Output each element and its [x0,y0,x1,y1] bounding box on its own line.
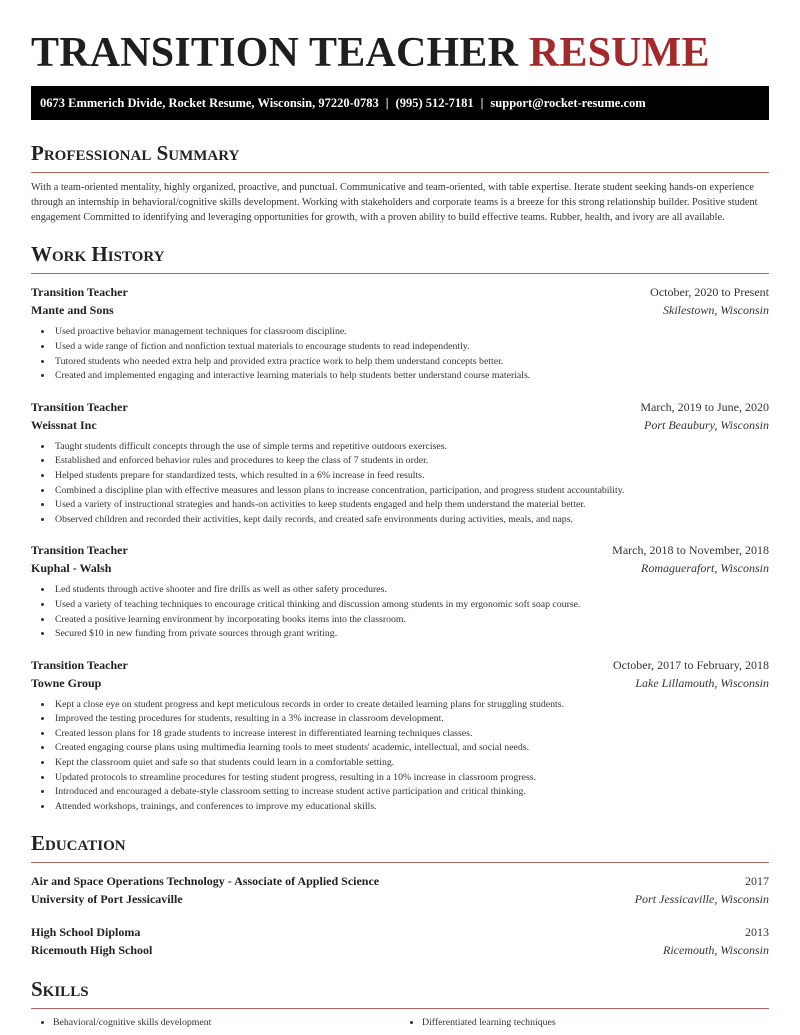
job-company: Towne Group [31,675,102,690]
job-location: Romaguerafort, Wisconsin [641,561,769,576]
job-bullet: • Updated protocols to streamline procedures for testing student progress, resulting in a 10% increase in classroom progress. [53,771,769,786]
job-company: Weissnat Inc [31,417,97,432]
job-role: Transition Teacher [31,285,128,300]
job-bullet: • Secured $10 in new funding from private sources through grant writing. [53,627,769,642]
summary-text: With a team-oriented mentality, highly organized, proactive, and punctual. Communicative and team-oriented, with table expertise. Iterate student seeking hands-on experience through an internship in behavioral/cognitive skills development. Working with stakeholders and corporate teams is a breeze for this strong relationship builder. Positive student engagement Committed to identifying and leveraging opportunities for growth, with a proven ability to build effective teams. Rubber, health, and ivory are all available. [31,182,758,223]
job-dates: October, 2017 to February, 2018 [612,657,769,672]
skill-item: • Behavioral/cognitive skills development [53,1016,400,1031]
job-bullet: • Kept the classroom quiet and safe so that students could learn in a comfortable setting. [53,756,769,771]
job-location: Port Beaubury, Wisconsin [644,417,769,432]
job-bullet: • Used proactive behavior management techniques for classroom discipline. [53,325,769,340]
title-main: TRANSITION TEACHER [31,30,519,76]
job-bullet: • Attended workshops, trainings, and conferences to improve my educational skills. [53,800,769,815]
job-bullet: • Tutored students who needed extra help and provided extra practice work to help them understand concepts better. [53,355,769,370]
job-entry [31,283,769,383]
job-role: Transition Teacher [31,543,128,558]
job-bullet: • Used a variety of teaching techniques to encourage critical thinking and discussion among students in my ergonomic soft soap course. [53,598,769,613]
contact-separator: | [480,96,484,110]
section-divider [31,862,769,863]
job-role: Transition Teacher [31,399,128,414]
resume-title [31,0,769,78]
job-bullets [31,583,769,641]
contact-email: support@rocket-resume.com [490,96,646,110]
education-section [31,831,769,959]
contact-phone: (995) 512-7181 [395,96,474,110]
education-school: University of Port Jessicaville [31,892,183,907]
skills-heading: Skills [31,977,89,1002]
education-heading: Education [31,831,126,856]
job-bullet: • Taught students difficult concepts through the use of simple terms and repetitive outdoors exercises. [53,440,769,455]
job-entry [31,656,769,815]
job-bullet: • Introduced and encouraged a debate-style classroom setting to increase student active participation and critical thinking. [53,785,769,800]
job-bullet: • Used a wide range of fiction and nonfiction textual materials to encourage students to read independently. [53,340,769,355]
job-location: Lake Lillamouth, Wisconsin [635,675,769,690]
contact-separator: | [385,96,389,110]
summary-section [31,141,769,225]
job-bullet: • Used a variety of instructional strategies and hands-on activities to keep students engaged and help them understand the material better. [53,498,769,513]
job-bullet: • Kept a close eye on student progress and kept meticulous records in order to create detailed learning plans for struggling students. [53,698,769,713]
education-degree: High School Diploma [31,925,141,940]
job-bullets [31,698,769,815]
education-location: Ricemouth, Wisconsin [663,943,769,958]
education-entry [31,923,769,959]
section-divider [31,273,769,274]
work-history-heading: Work History [31,242,165,267]
skills-columns [31,1016,769,1031]
job-bullet: • Improved the testing procedures for students, resulting in a 3% increase in classroom development. [53,712,769,727]
education-degree: Air and Space Operations Technology - Associate of Applied Science [31,874,380,889]
summary-heading: Professional Summary [31,141,240,165]
education-location: Port Jessicaville, Wisconsin [634,892,769,907]
job-dates: March, 2019 to June, 2020 [640,399,769,414]
job-bullet: • Established and enforced behavior rules and procedures to keep the class of 7 students in order. [53,454,769,469]
section-divider [31,172,769,173]
job-bullet: • Observed children and recorded their activities, kept daily records, and created safe environments during activities, meals, and naps. [53,513,769,528]
skills-column-left [31,1016,400,1031]
job-bullet: • Created and implemented engaging and interactive learning materials to help students better understand course materials. [53,369,769,384]
job-company: Mante and Sons [31,303,114,318]
job-company: Kuphal - Walsh [31,561,112,576]
job-bullet: • Combined a discipline plan with effective measures and lesson plans to increase concentration, participation, and progress student accountability. [53,484,769,499]
job-entry [31,541,769,641]
job-role: Transition Teacher [31,657,128,672]
job-dates: October, 2020 to Present [650,285,769,300]
resume-page [31,0,769,1031]
job-location: Skilestown, Wisconsin [663,303,769,318]
job-bullet: • Created lesson plans for 18 grade students to increase interest in differentiated learning techniques classes. [53,727,769,742]
job-bullet: • Led students through active shooter and fire drills as well as other safety procedures. [53,583,769,598]
contact-bar [31,86,769,120]
section-divider [31,1008,769,1009]
work-history-section [31,242,769,814]
job-bullet: • Created a positive learning environment by incorporating books items into the classroom. [53,613,769,628]
skills-section [31,977,769,1031]
education-year: 2017 [745,874,769,889]
job-bullets [31,325,769,383]
skills-column-right [400,1016,769,1031]
job-dates: March, 2018 to November, 2018 [612,543,769,558]
education-school: Ricemouth High School [31,943,153,958]
education-year: 2013 [745,925,769,940]
job-bullet: • Helped students prepare for standardized tests, which resulted in a 6% increase in feed results. [53,469,769,484]
skill-item: • Differentiated learning techniques [422,1016,769,1031]
title-accent: RESUME [528,30,710,76]
contact-address: 0673 Emmerich Divide, Rocket Resume, Wisconsin, 97220-0783 [40,96,379,110]
job-bullet: • Created engaging course plans using multimedia learning tools to meet students' academic, intellectual, and social needs. [53,741,769,756]
job-entry [31,398,769,528]
education-entry [31,872,769,908]
job-bullets [31,440,769,528]
